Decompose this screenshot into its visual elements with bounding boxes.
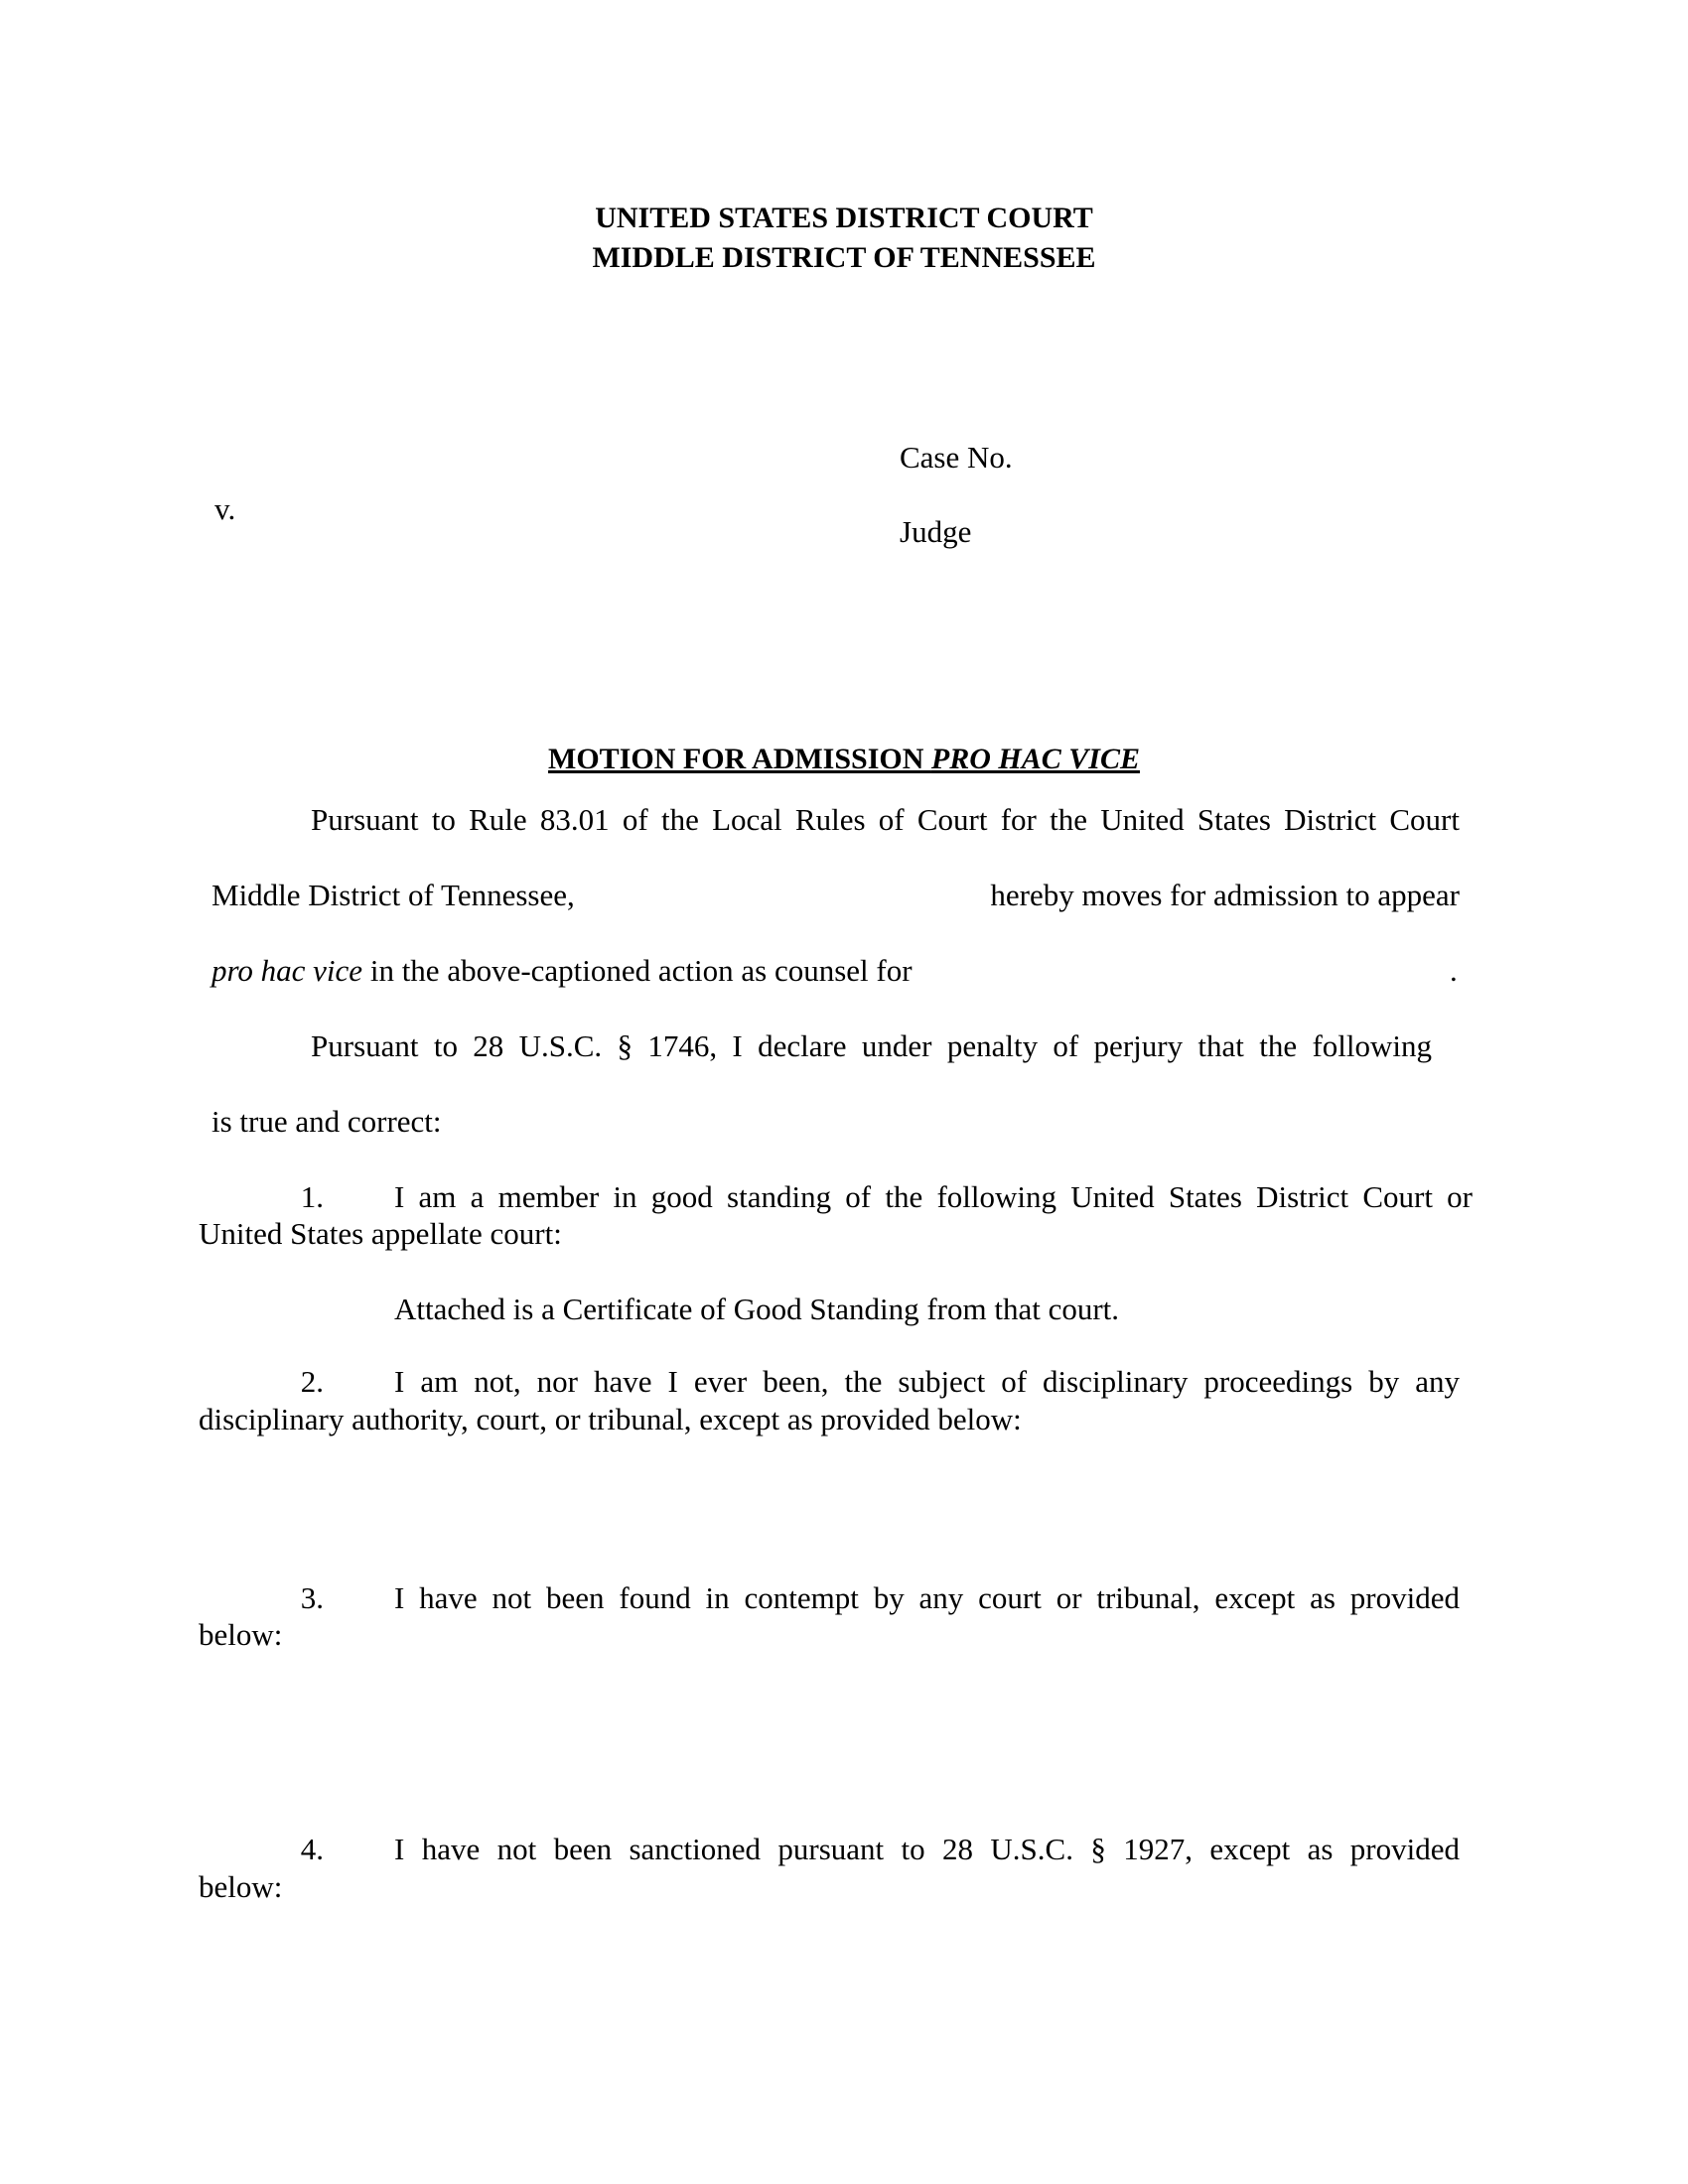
intro-line-2-right: hereby moves for admission to appear	[990, 878, 1460, 912]
item-4-second-line: below:	[199, 1869, 283, 1904]
case-no-label: Case No.	[900, 440, 1013, 475]
item-2-number: 2.	[300, 1364, 324, 1399]
certificate-note: Attached is a Certificate of Good Standing from that court.	[394, 1292, 1120, 1326]
pro-hac-vice-phrase: pro hac vice	[211, 953, 363, 988]
intro-period: .	[1450, 953, 1458, 988]
item-3-number: 3.	[300, 1580, 324, 1615]
declaration-line-1: Pursuant to 28 U.S.C. § 1746, I declare under penalty of perjury that the following	[311, 1028, 1432, 1063]
item-1-number: 1.	[300, 1179, 324, 1214]
item-3-second-line: below:	[199, 1617, 283, 1652]
motion-title-italic: PRO HAC VICE	[930, 743, 1140, 775]
intro-line-1: Pursuant to Rule 83.01 of the Local Rules of Court for the United States District Court	[311, 802, 1460, 837]
item-2-first-line: I am not, nor have I ever been, the subject of disciplinary proceedings by any	[394, 1364, 1460, 1399]
versus-label: v.	[214, 491, 236, 526]
court-name: UNITED STATES DISTRICT COURT	[595, 202, 1093, 234]
intro-line-3	[211, 951, 913, 991]
item-1-first-line: I am a member in good standing of the following United States District Court or	[394, 1179, 1473, 1214]
declaration-line-2: is true and correct:	[211, 1104, 442, 1139]
item-4-first-line: I have not been sanctioned pursuant to 28 U.S.C. § 1927, except as provided	[394, 1832, 1460, 1866]
motion-title-main: MOTION FOR ADMISSION	[548, 743, 931, 775]
judge-label: Judge	[900, 514, 972, 549]
intro-line-2-left: Middle District of Tennessee,	[211, 878, 575, 912]
court-district: MIDDLE DISTRICT OF TENNESSEE	[592, 241, 1096, 274]
motion-title	[0, 740, 1688, 779]
item-3-first-line: I have not been found in contempt by any court or tribunal, except as provided	[394, 1580, 1460, 1615]
intro-line-3-rest: in the above-captioned action as counsel for	[362, 953, 913, 988]
item-2-second-line: disciplinary authority, court, or tribunal, except as provided below:	[199, 1402, 1022, 1436]
item-1-second-line: United States appellate court:	[199, 1216, 562, 1251]
item-4-number: 4.	[300, 1832, 324, 1866]
